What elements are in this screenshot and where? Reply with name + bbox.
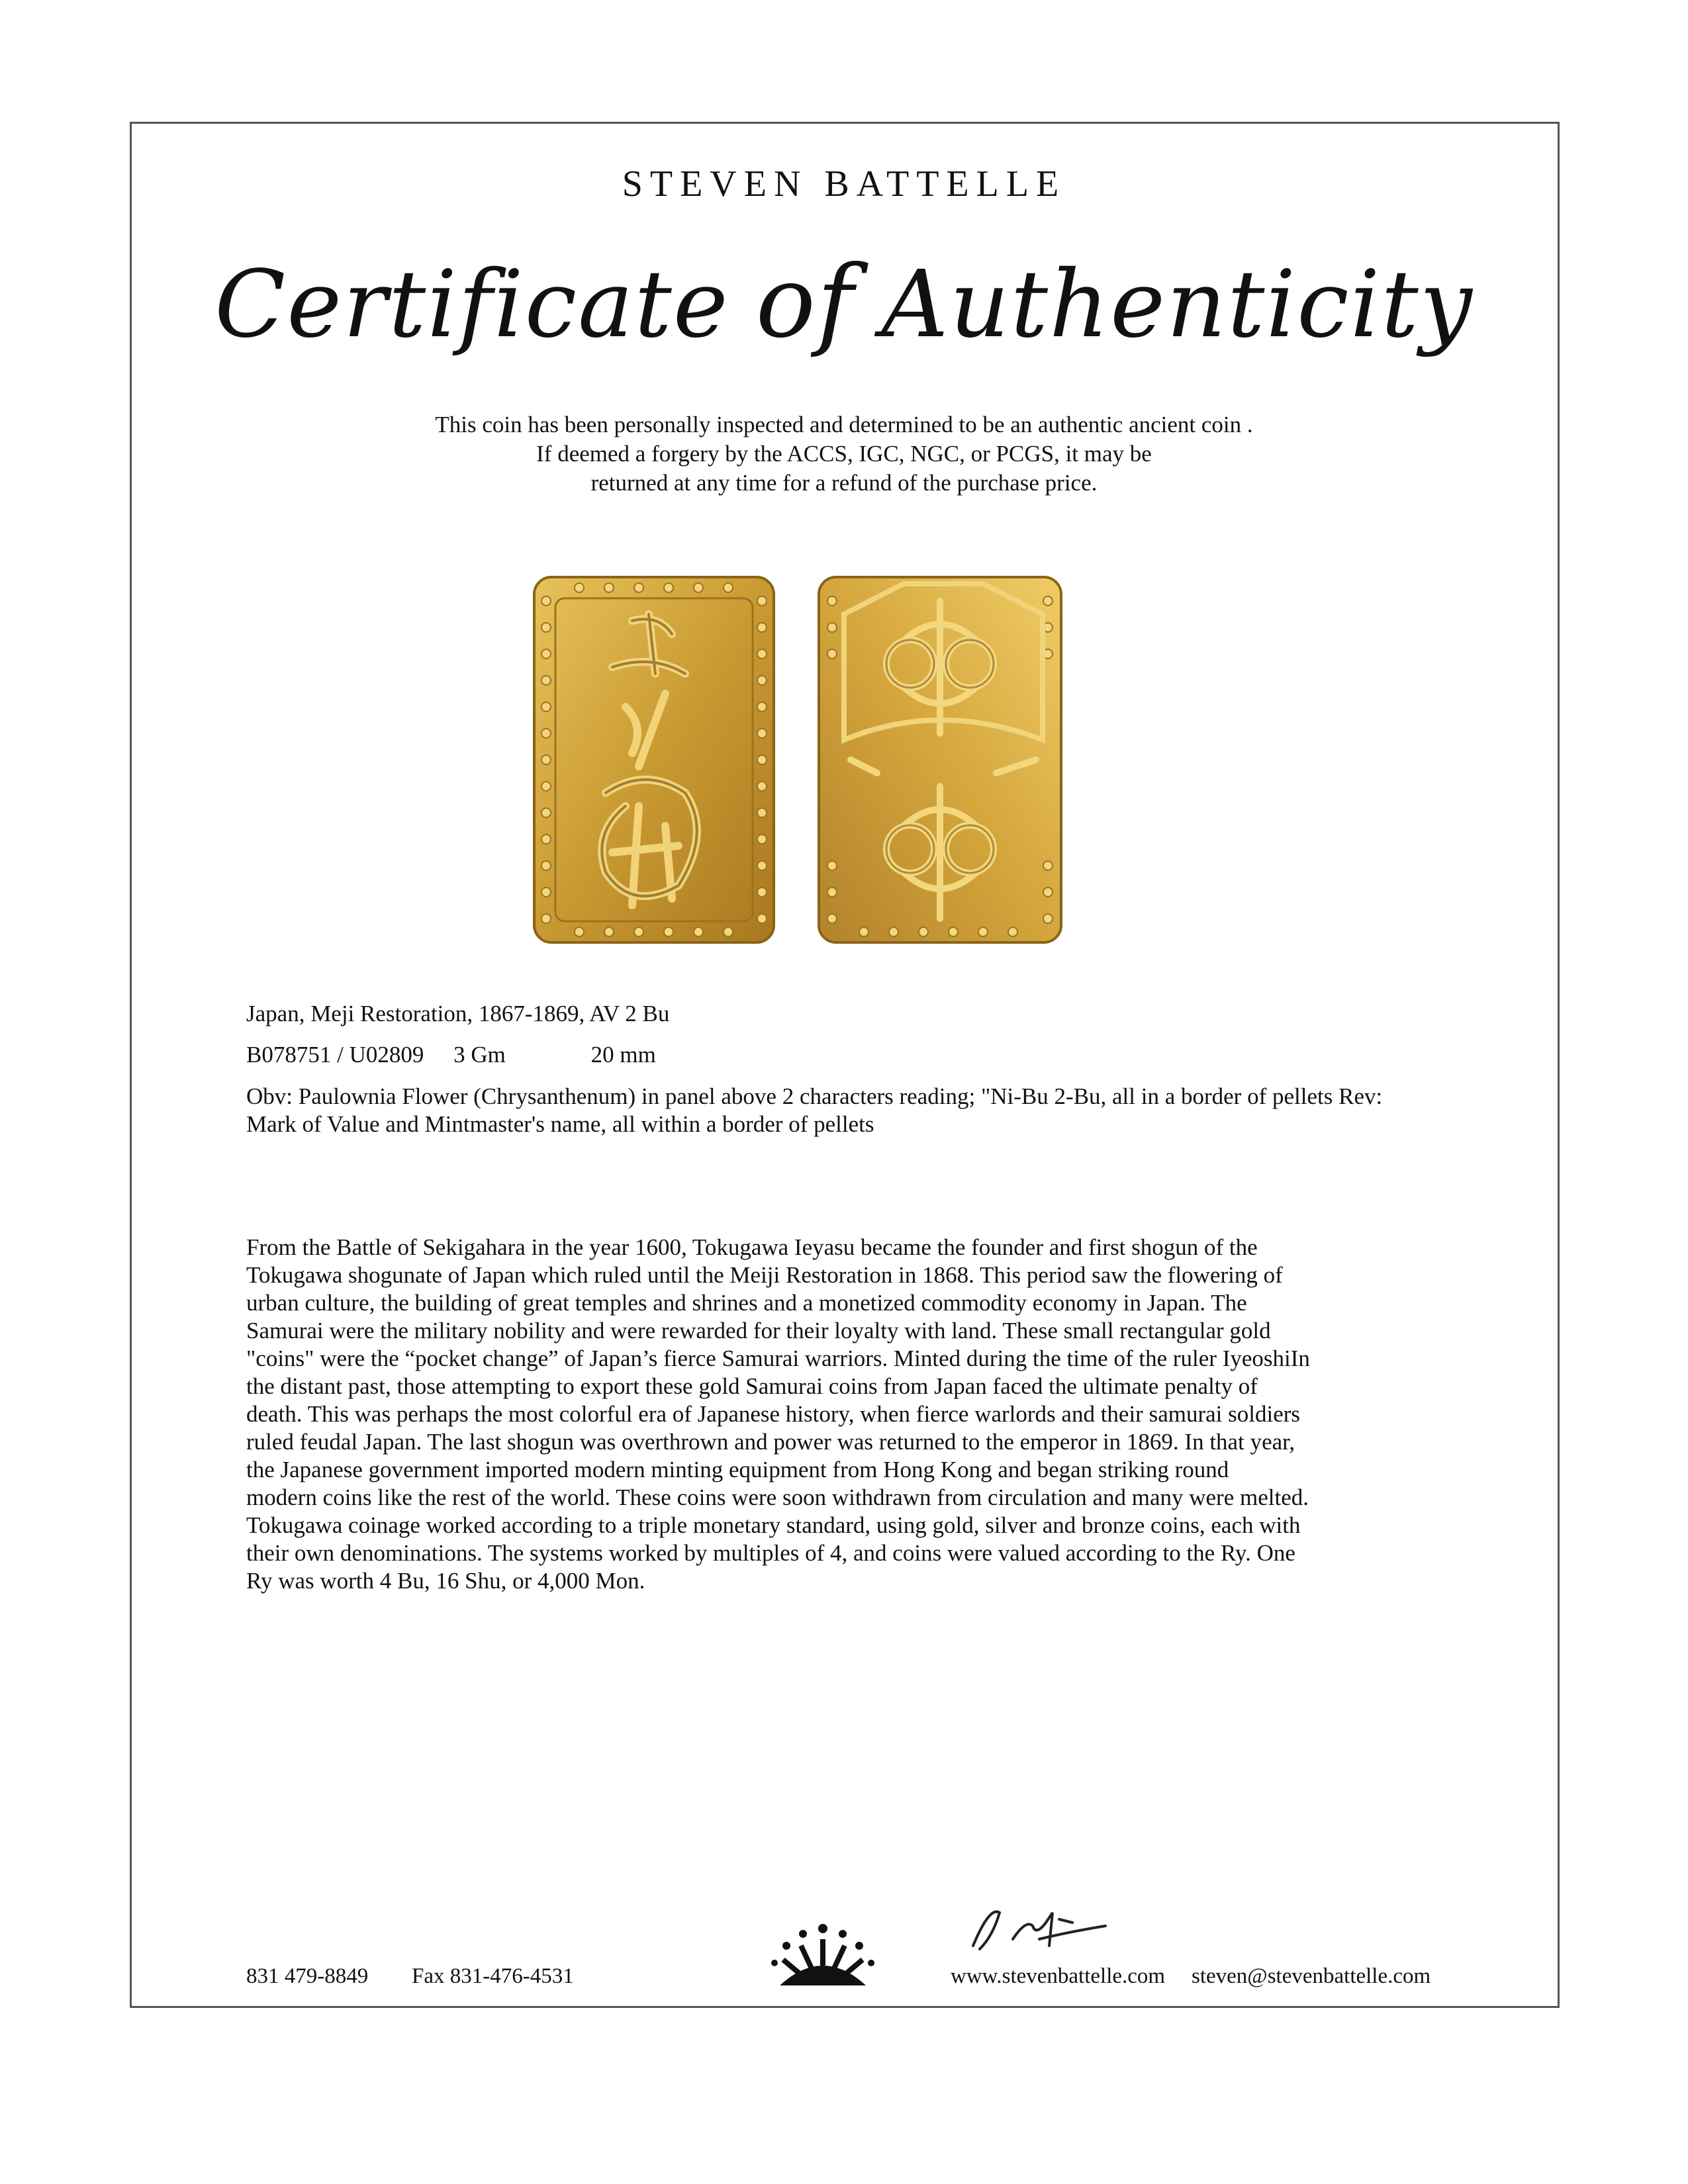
coin-weight: 3 Gm xyxy=(453,1042,506,1068)
sunburst-logo-icon xyxy=(767,1919,879,1992)
guarantee-line-3: returned at any time for a refund of the purchase price. xyxy=(590,470,1098,496)
signature-icon xyxy=(953,1899,1112,1959)
coin-obverse xyxy=(534,577,774,942)
coin-specs xyxy=(246,1042,656,1068)
history-line: the distant past, those attempting to export these gold Samurai coins from Japan faced the ultimate penalty of xyxy=(246,1373,1258,1399)
coin-images xyxy=(533,574,1062,945)
guarantee-line-1: This coin has been personally inspected and determined to be an authentic ancient coin . xyxy=(435,412,1253,437)
history-line: their own denominations. The systems worked by multiples of 4, and coins were valued according to the Ry. One xyxy=(246,1540,1295,1566)
phone-number: 831 479-8849 xyxy=(246,1964,369,1988)
coin-diameter: 20 mm xyxy=(590,1042,656,1068)
history-line: Tokugawa shogunate of Japan which ruled until the Meiji Restoration in 1868. This period saw the flowering of xyxy=(246,1262,1283,1288)
history-line: the Japanese government imported modern minting equipment from Hong Kong and began striking round xyxy=(246,1457,1229,1482)
history-line: ruled feudal Japan. The last shogun was overthrown and power was returned to the emperor in 1869. In that year, xyxy=(246,1429,1295,1455)
history-line: From the Battle of Sekigahara in the year 1600, Tokugawa Ieyasu became the founder and first shogun of the xyxy=(246,1234,1258,1260)
brand-name: STEVEN BATTELLE xyxy=(622,163,1066,205)
certificate-title xyxy=(0,245,1688,360)
history-line: urban culture, the building of great temples and shrines and a monetized commodity economy in Japan. The xyxy=(246,1290,1247,1316)
history-line: death. This was perhaps the most colorful era of Japanese history, when fierce warlords and their samurai soldiers xyxy=(246,1401,1301,1427)
history-line: Tokugawa coinage worked according to a triple monetary standard, using gold, silver and bronze coins, each with xyxy=(246,1512,1301,1538)
title-of: of xyxy=(755,245,855,360)
coin-reverse xyxy=(819,577,1061,942)
history-line: modern coins like the rest of the world. These coins were soon withdrawn from circulation and many were melted. xyxy=(246,1484,1309,1510)
history-line: Samurai were the military nobility and were rewarded for their loyalty with land. These small rectangular gold xyxy=(246,1318,1271,1343)
fax-number: Fax 831-476-4531 xyxy=(412,1964,574,1988)
coin-title: Japan, Meji Restoration, 1867-1869, AV 2 Bu xyxy=(246,1001,670,1026)
title-certificate: Certificate xyxy=(214,251,729,359)
website-link[interactable]: www.stevenbattelle.com xyxy=(951,1964,1166,1988)
coin-photo xyxy=(533,574,1062,945)
history-text xyxy=(246,1234,1431,1595)
history-line: "coins" were the “pocket change” of Japan’s fierce Samurai warriors. Minted during the time of the ruler IyeoshiIn xyxy=(246,1345,1310,1371)
email-link[interactable]: steven@stevenbattelle.com xyxy=(1192,1964,1431,1988)
guarantee-line-2: If deemed a forgery by the ACCS, IGC, NGC, or PCGS, it may be xyxy=(536,441,1152,467)
guarantee-statement xyxy=(0,410,1688,498)
inventory-id: B078751 / U02809 xyxy=(246,1042,424,1068)
title-authenticity: Authenticity xyxy=(881,251,1474,359)
coin-description: Obv: Paulownia Flower (Chrysanthenum) in panel above 2 characters reading; "Ni-Bu 2-Bu, all in a border of pellets Rev: Mark of Value and Mintmaster's name, all within a border of pellets xyxy=(246,1083,1383,1137)
history-line: Ry was worth 4 Bu, 16 Shu, or 4,000 Mon. xyxy=(246,1568,645,1594)
